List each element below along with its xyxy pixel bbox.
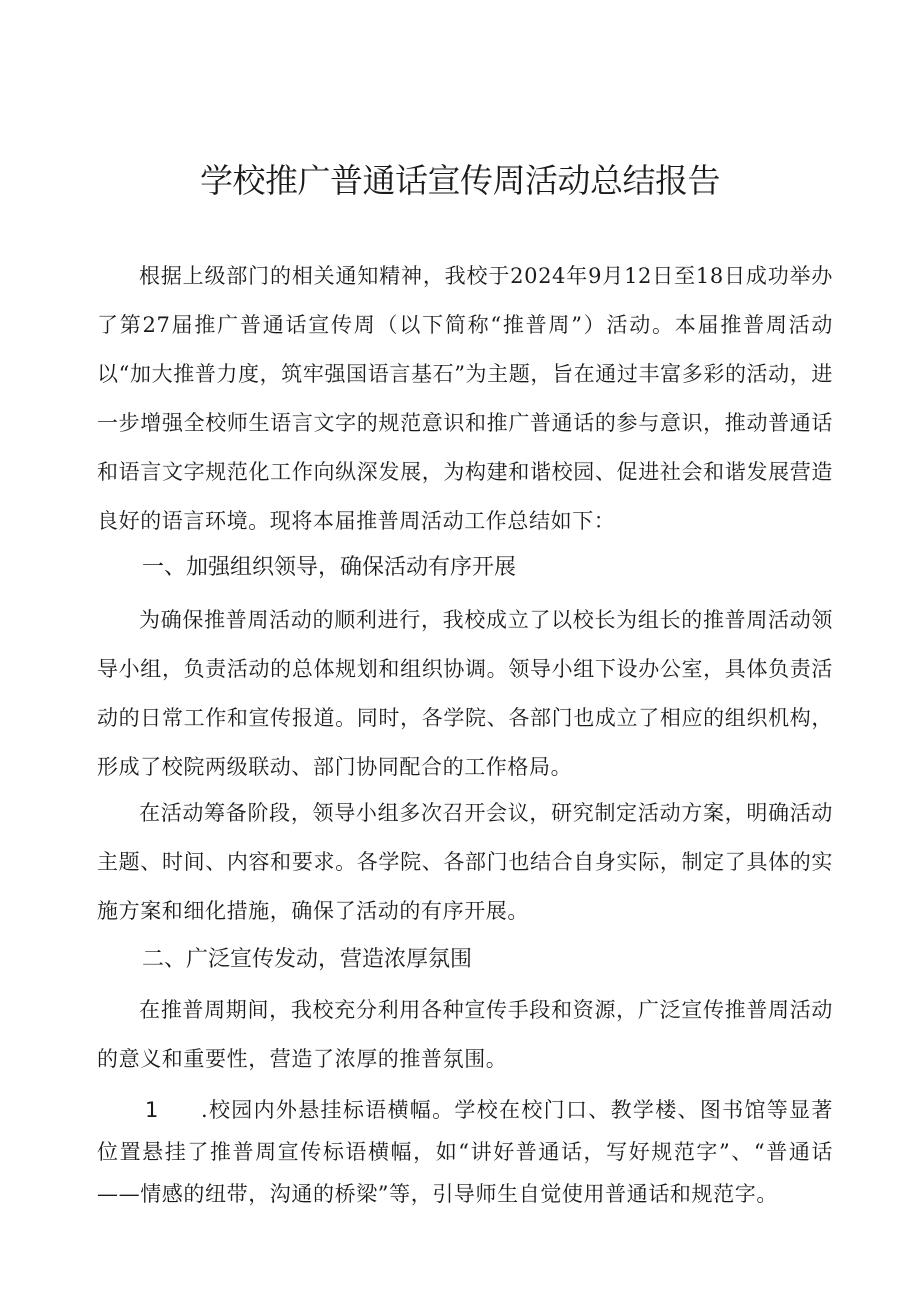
list-item-number: 1 bbox=[145, 1098, 159, 1122]
list-item-text: .校园内外悬挂标语横幅。学校在校门口、教学楼、图书馆等显著位置悬挂了推普周宣传标语横幅，如“讲好普通话，写好规范字”、“普通话——情感的纽带，沟通的桥梁”等，引导师生自觉使用普通话和规范字。 bbox=[97, 1098, 833, 1206]
intro-paragraph: 根据上级部门的相关通知精神，我校于2024年9月12日至18日成功举办了第27届推广普通话宣传周（以下简称“推普周”）活动。本届推普周活动以“加大推普力度，筑牢强国语言基石”为主题，旨在通过丰富多彩的活动，进一步增强全校师生语言文字的规范意识和推广普通话的参与意识，推动普通话和语言文字规范化工作向纵深发展，为构建和谐校园、促进社会和谐发展营造良好的语言环境。现将本届推普周活动工作总结如下： bbox=[97, 264, 833, 533]
section2-paragraph-1: 在推普周期间，我校充分利用各种宣传手段和资源，广泛宣传推普周活动的意义和重要性，营造了浓厚的推普氛围。 bbox=[97, 998, 833, 1071]
list-item bbox=[97, 1089, 833, 1215]
document-title: 学校推广普通话宣传周活动总结报告 bbox=[200, 161, 720, 200]
section-heading-2: 二、广泛宣传发动，营造浓厚氛围 bbox=[142, 947, 473, 972]
section1-paragraph-2: 在活动筹备阶段，领导小组多次召开会议，研究制定活动方案，明确活动主题、时间、内容和要求。各学院、各部门也结合自身实际，制定了具体的实施方案和细化措施，确保了活动的有序开展。 bbox=[97, 801, 833, 923]
section-heading-1: 一、加强组织领导，确保活动有序开展 bbox=[142, 555, 517, 580]
section1-paragraph-1: 为确保推普周活动的顺利进行，我校成立了以校长为组长的推普周活动领导小组，负责活动的总体规划和组织协调。领导小组下设办公室，具体负责活动的日常工作和宣传报道。同时，各学院、各部门也成立了相应的组织机构，形成了校院两级联动、部门协同配合的工作格局。 bbox=[97, 608, 833, 779]
